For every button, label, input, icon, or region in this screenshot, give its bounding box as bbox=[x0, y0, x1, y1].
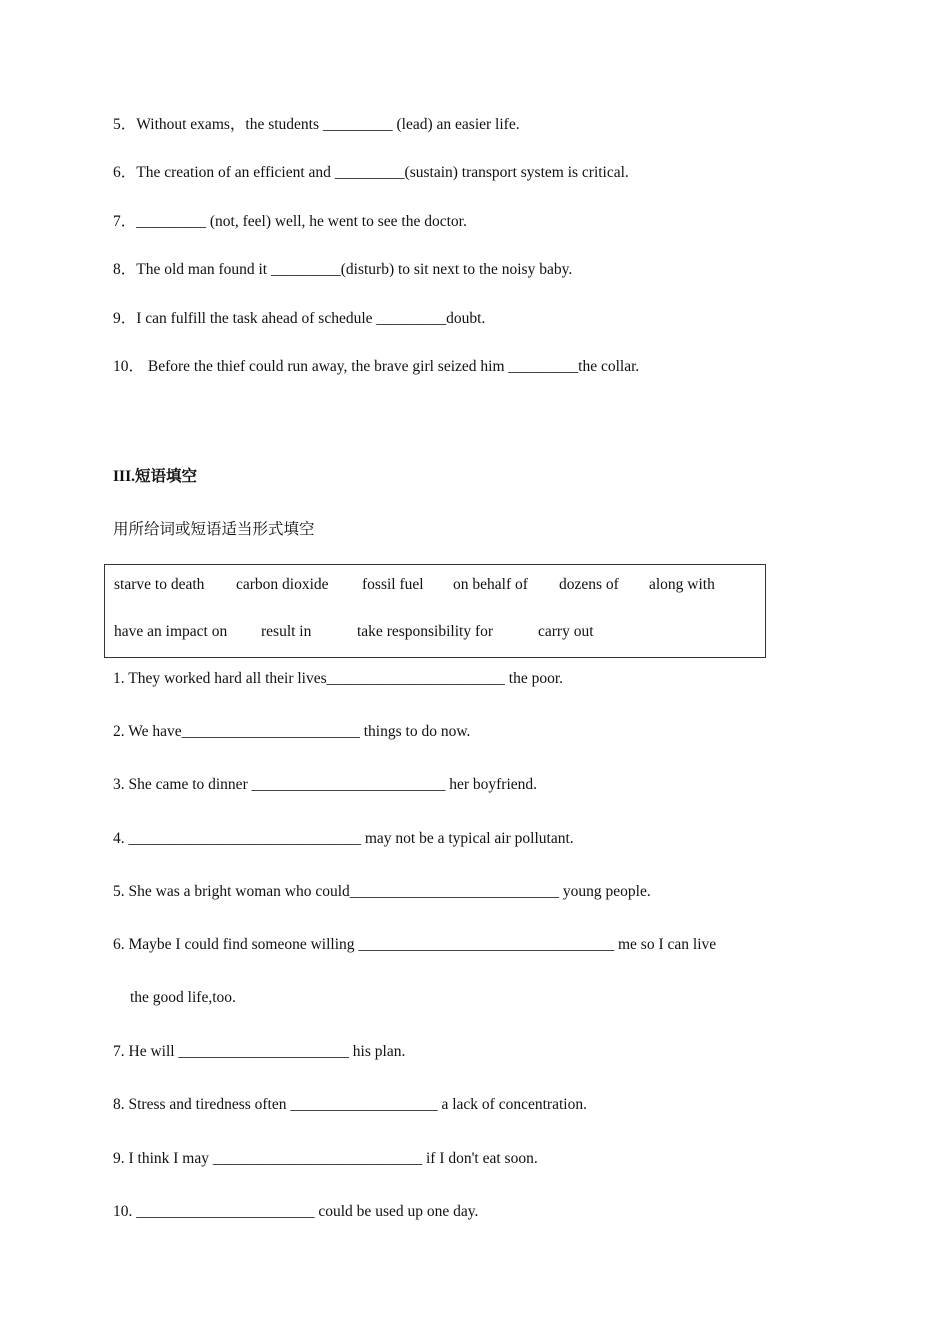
phrase-option: on behalf of bbox=[453, 576, 528, 593]
exercise-item-9: 9．I can fulfill the task ahead of schedule _________doubt. bbox=[113, 310, 486, 327]
section-heading: III.短语填空 bbox=[113, 468, 197, 485]
phrase-option: dozens of bbox=[559, 576, 619, 593]
phrase-option: fossil fuel bbox=[362, 576, 424, 593]
phrase-item-4: 4. ______________________________ may not be a typical air pollutant. bbox=[113, 830, 574, 847]
phrase-bank bbox=[104, 564, 766, 658]
phrase-item-6-continued: the good life,too. bbox=[130, 989, 236, 1006]
phrase-option: carry out bbox=[538, 623, 594, 640]
phrase-option: take responsibility for bbox=[357, 623, 494, 640]
exercise-item-5: 5．Without exams，the students _________ (lead) an easier life. bbox=[113, 116, 520, 133]
phrase-item-7: 7. He will ______________________ his plan. bbox=[113, 1043, 406, 1060]
phrase-option: starve to death bbox=[114, 576, 205, 593]
phrase-item-1: 1. They worked hard all their lives_______________________ the poor. bbox=[113, 670, 564, 687]
exercise-item-10: 10． Before the thief could run away, the brave girl seized him _________the collar. bbox=[113, 358, 640, 375]
phrase-item-3: 3. She came to dinner _________________________ her boyfriend. bbox=[113, 776, 538, 793]
exercise-item-7: 7．_________ (not, feel) well, he went to see the doctor. bbox=[113, 213, 467, 230]
phrase-item-10: 10. _______________________ could be used up one day. bbox=[113, 1203, 479, 1220]
phrase-option: along with bbox=[649, 576, 715, 593]
phrase-item-6: 6. Maybe I could find someone willing _________________________________ me so I can live bbox=[113, 936, 717, 953]
phrase-item-2: 2. We have_______________________ things to do now. bbox=[113, 723, 471, 740]
phrase-item-9: 9. I think I may ___________________________ if I don't eat soon. bbox=[113, 1150, 538, 1167]
section-instruction: 用所给词或短语适当形式填空 bbox=[113, 521, 315, 538]
phrase-option: result in bbox=[261, 623, 312, 640]
phrase-option: have an impact on bbox=[114, 623, 228, 640]
exercise-item-8: 8．The old man found it _________(disturb) to sit next to the noisy baby. bbox=[113, 261, 573, 278]
phrase-item-8: 8. Stress and tiredness often ___________________ a lack of concentration. bbox=[113, 1096, 587, 1113]
phrase-option: carbon dioxide bbox=[236, 576, 329, 593]
phrase-item-5: 5. She was a bright woman who could___________________________ young people. bbox=[113, 883, 651, 900]
exercise-item-6: 6．The creation of an efficient and _________(sustain) transport system is critical. bbox=[113, 164, 629, 181]
